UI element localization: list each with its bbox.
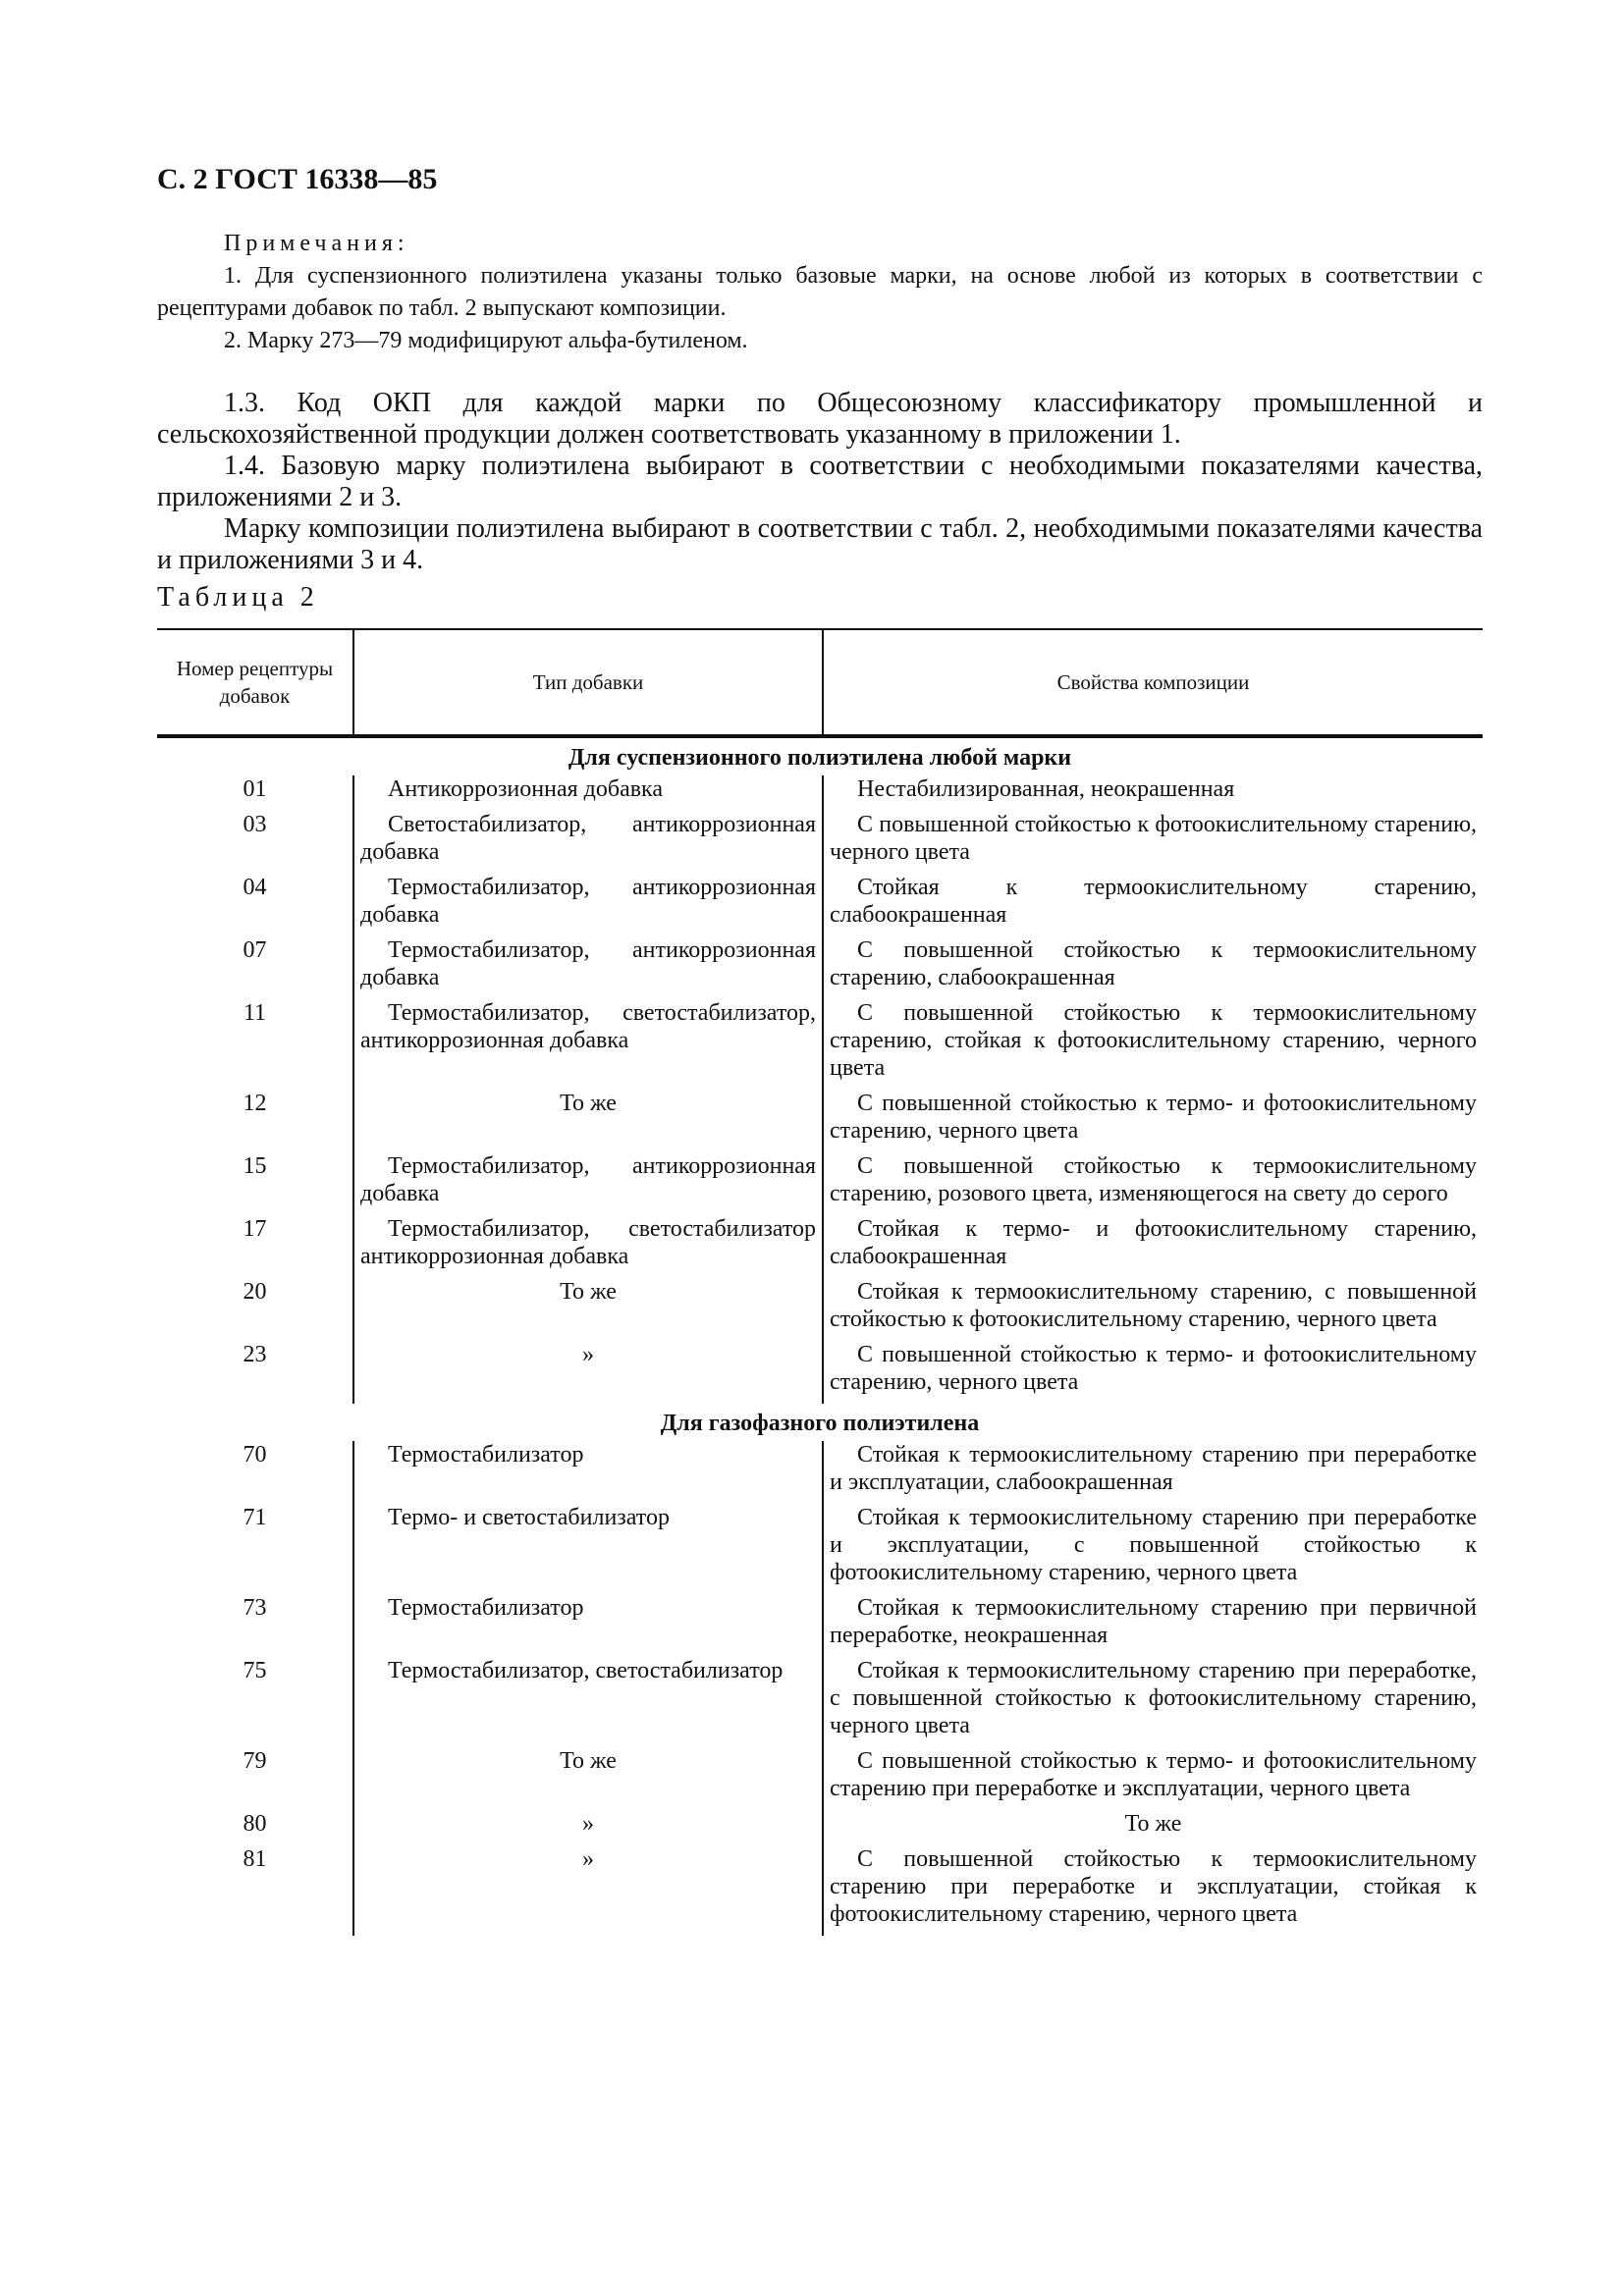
composition-properties-cell: С повышенной стойкостью к фотоокислительному старению, черного цвета (823, 811, 1483, 874)
table-row (157, 1657, 1483, 1747)
section-heading-row (157, 736, 1483, 775)
additive-type-cell: Термостабилизатор, антикоррозионная добавка (353, 1152, 823, 1215)
additive-type-cell: » (353, 1341, 823, 1404)
recipe-number-cell: 15 (243, 1153, 267, 1179)
table-row (157, 811, 1483, 874)
table-row (157, 1278, 1483, 1341)
table-row (157, 936, 1483, 999)
composition-properties-cell: С повышенной стойкостью к термоокислительному старению при переработке и эксплуатации, стойкая к фотоокислительному старению, черного цвета (823, 1845, 1483, 1936)
recipe-number-cell: 03 (243, 812, 267, 837)
section-title: Для газофазного полиэтилена (660, 1411, 980, 1436)
recipe-number-cell: 04 (243, 875, 267, 900)
additive-type-cell: Термостабилизатор (353, 1594, 823, 1657)
composition-properties-cell: С повышенной стойкостью к термоокислительному старению, стойкая к фотоокислительному старению, черного цвета (823, 999, 1483, 1090)
table-2 (157, 628, 1483, 1936)
composition-properties-cell: С повышенной стойкостью к термо- и фотоокислительному старению при переработке и эксплуатации, черного цвета (823, 1747, 1483, 1810)
recipe-number-cell: 79 (243, 1748, 267, 1774)
additive-type-cell: Светостабилизатор, антикоррозионная добавка (353, 811, 823, 874)
composition-properties-cell: Стойкая к термоокислительному старению при переработке, с повышенной стойкостью к фотоокислительному старению, черного цвета (823, 1657, 1483, 1747)
recipe-number-cell: 17 (243, 1216, 267, 1242)
col-header-properties: Свойства композиции (823, 629, 1483, 736)
table-row (157, 1810, 1483, 1845)
table-row (157, 999, 1483, 1090)
recipe-number-cell: 23 (243, 1342, 267, 1367)
additive-type-cell: » (353, 1810, 823, 1845)
composition-properties-cell: С повышенной стойкостью к термоокислительному старению, слабоокрашенная (823, 936, 1483, 999)
note-item-2: 2. Марку 273—79 модифицируют альфа-бутиленом. (224, 328, 748, 353)
paragraph-1-4: 1.4. Базовую марку полиэтилена выбирают в соответствии с необходимыми показателями качества, приложениями 2 и 3. (157, 451, 1483, 512)
additive-type-cell: Термостабилизатор (353, 1441, 823, 1504)
paragraph-composition: Марку композиции полиэтилена выбирают в соответствии с табл. 2, необходимыми показателями качества и приложениями 3 и 4. (157, 513, 1483, 575)
table-row (157, 1215, 1483, 1278)
note-item-1: 1. Для суспензионного полиэтилена указаны только базовые марки, на основе любой из которых в соответствии с рецептурами добавок по табл. 2 выпускают композиции. (157, 263, 1483, 321)
recipe-number-cell: 12 (243, 1091, 267, 1116)
recipe-number-cell: 11 (243, 1000, 267, 1026)
recipe-number-cell: 71 (243, 1505, 267, 1530)
additive-type-cell: Термо- и светостабилизатор (353, 1504, 823, 1594)
additive-type-cell: То же (353, 1747, 823, 1810)
recipe-number-cell: 20 (243, 1279, 267, 1305)
composition-properties-cell: Стойкая к термо- и фотоокислительному старению, слабоокрашенная (823, 1215, 1483, 1278)
table-row (157, 1845, 1483, 1936)
recipe-number-cell: 07 (243, 937, 267, 963)
composition-properties-cell: Стойкая к термоокислительному старению, с повышенной стойкостью к фотоокислительному старению, черного цвета (823, 1278, 1483, 1341)
section-title: Для суспензионного полиэтилена любой марки (568, 745, 1072, 771)
col-header-number: Номер рецептуры добавок (157, 629, 353, 736)
table-row (157, 874, 1483, 936)
paragraph-1-3: 1.3. Код ОКП для каждой марки по Общесоюзному классификатору промышленной и сельскохозяйственной продукции должен соответствовать указанному в приложении 1. (157, 388, 1483, 450)
composition-properties-cell: С повышенной стойкостью к термо- и фотоокислительному старению, черного цвета (823, 1090, 1483, 1152)
composition-properties-cell: Нестабилизированная, неокрашенная (823, 775, 1483, 811)
table-row (157, 1090, 1483, 1152)
additive-type-cell: Термостабилизатор, светостабилизатор антикоррозионная добавка (353, 1215, 823, 1278)
body-text (157, 388, 1483, 614)
additive-type-cell: » (353, 1845, 823, 1936)
additive-type-cell: Термостабилизатор, светостабилизатор, антикоррозионная добавка (353, 999, 823, 1090)
table-row (157, 1747, 1483, 1810)
table-caption: Таблица 2 (157, 582, 319, 613)
table-row (157, 1594, 1483, 1657)
notes-title: Примечания: (224, 231, 409, 256)
recipe-number-cell: 81 (243, 1846, 267, 1872)
table-header-row (157, 629, 1483, 736)
composition-properties-cell: Стойкая к термоокислительному старению при первичной переработке, неокрашенная (823, 1594, 1483, 1657)
table-row (157, 1504, 1483, 1594)
table-row (157, 775, 1483, 811)
composition-properties-cell: С повышенной стойкостью к термоокислительному старению, розового цвета, изменяющегося на свету до серого (823, 1152, 1483, 1215)
composition-properties-cell: Стойкая к термоокислительному старению при переработке и эксплуатации, с повышенной стойкостью к фотоокислительному старению, черного цвета (823, 1504, 1483, 1594)
recipe-number-cell: 75 (243, 1658, 267, 1683)
recipe-number-cell: 80 (243, 1811, 267, 1837)
table-row (157, 1441, 1483, 1504)
page-header: С. 2 ГОСТ 16338—85 (157, 163, 438, 195)
additive-type-cell: Антикоррозионная добавка (353, 775, 823, 811)
additive-type-cell: Термостабилизатор, антикоррозионная добавка (353, 936, 823, 999)
composition-properties-cell: Стойкая к термоокислительному старению при переработке и эксплуатации, слабоокрашенная (823, 1441, 1483, 1504)
recipe-number-cell: 01 (243, 776, 267, 802)
table-row (157, 1152, 1483, 1215)
recipe-number-cell: 73 (243, 1595, 267, 1621)
additive-type-cell: То же (353, 1090, 823, 1152)
section-heading-row (157, 1404, 1483, 1441)
additive-type-cell: То же (353, 1278, 823, 1341)
col-header-type: Тип добавки (353, 629, 823, 736)
table-body (157, 736, 1483, 1936)
composition-properties-cell: С повышенной стойкостью к термо- и фотоокислительному старению, черного цвета (823, 1341, 1483, 1404)
composition-properties-cell: То же (823, 1810, 1483, 1845)
additive-type-cell: Термостабилизатор, светостабилизатор (353, 1657, 823, 1747)
notes-block (157, 228, 1483, 357)
composition-properties-cell: Стойкая к термоокислительному старению, слабоокрашенная (823, 874, 1483, 936)
recipe-number-cell: 70 (243, 1442, 267, 1468)
additive-type-cell: Термостабилизатор, антикоррозионная добавка (353, 874, 823, 936)
table-row (157, 1341, 1483, 1404)
